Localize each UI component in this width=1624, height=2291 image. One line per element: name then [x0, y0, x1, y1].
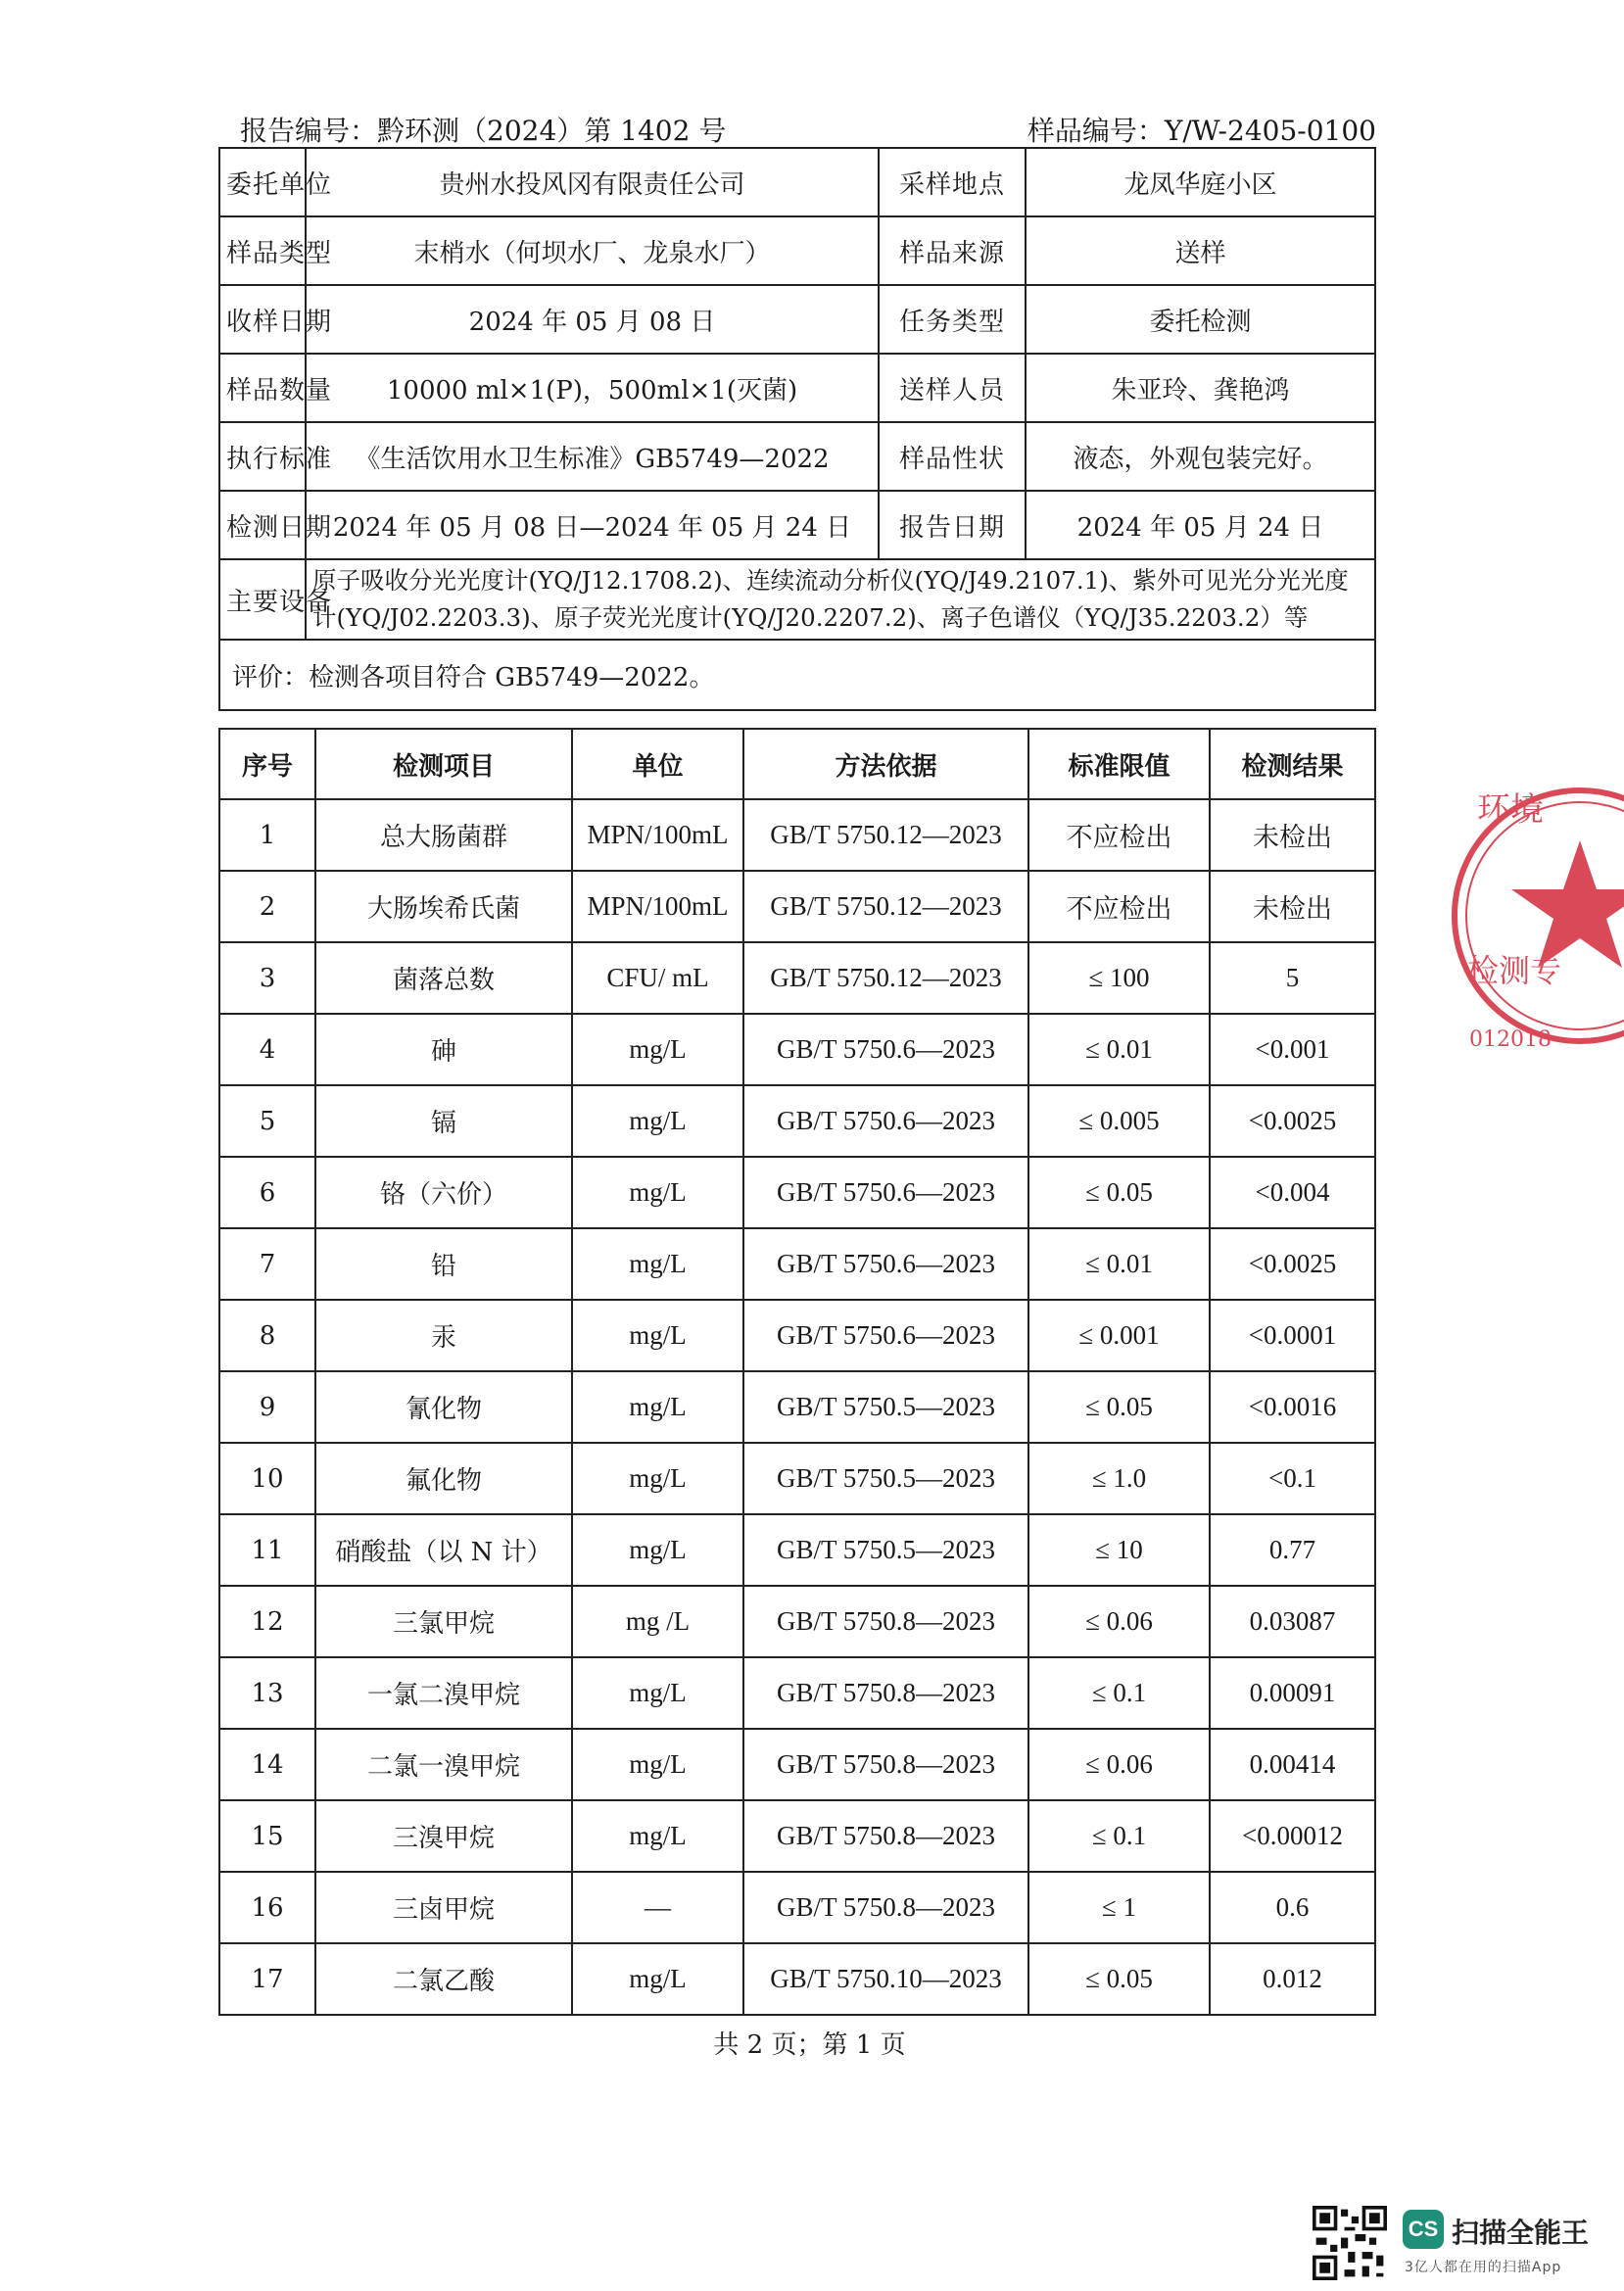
limit-cell: ≤ 10 [1028, 1514, 1210, 1586]
table-header-row [219, 729, 1375, 799]
method-cell: GB/T 5750.12—2023 [743, 799, 1028, 871]
sample-number: 样品编号：Y/W-2405-0100 [1027, 115, 1376, 147]
info-row [219, 285, 1375, 354]
receive-date-label: 收样日期 [219, 285, 306, 354]
sample-type-label: 样品类型 [219, 216, 306, 285]
sampling-site-label: 采样地点 [879, 148, 1026, 216]
report-number: 报告编号：黔环测（2024）第 1402 号 [240, 115, 727, 147]
result-cell: <0.00012 [1210, 1800, 1375, 1872]
table-row [219, 1228, 1375, 1300]
row-number: 2 [219, 871, 315, 942]
test-item: 一氯二溴甲烷 [315, 1657, 572, 1729]
info-row [219, 148, 1375, 216]
test-item: 氰化物 [315, 1371, 572, 1443]
info-row [219, 354, 1375, 422]
sender-label: 送样人员 [879, 354, 1026, 422]
test-item: 铅 [315, 1228, 572, 1300]
row-number: 8 [219, 1300, 315, 1371]
table-row [219, 1514, 1375, 1586]
row-number: 13 [219, 1657, 315, 1729]
table-body [219, 799, 1375, 2015]
seal-text-top: 环境 [1477, 790, 1544, 830]
result-cell: 0.00091 [1210, 1657, 1375, 1729]
test-item: 汞 [315, 1300, 572, 1371]
method-cell: GB/T 5750.5—2023 [743, 1514, 1028, 1586]
result-cell: <0.004 [1210, 1157, 1375, 1228]
test-item: 大肠埃希氏菌 [315, 871, 572, 942]
sample-info-table [218, 147, 1376, 711]
seal-graphic [1409, 764, 1624, 1068]
limit-cell: ≤ 0.06 [1028, 1729, 1210, 1800]
sample-source-value: 送样 [1026, 216, 1375, 285]
unit-cell: — [572, 1872, 743, 1943]
limit-cell: ≤ 0.01 [1028, 1228, 1210, 1300]
row-number: 6 [219, 1157, 315, 1228]
info-row [219, 216, 1375, 285]
sender-value: 朱亚玲、龚艳鸿 [1026, 354, 1375, 422]
limit-cell: 不应检出 [1028, 871, 1210, 942]
limit-cell: 不应检出 [1028, 799, 1210, 871]
table-row [219, 871, 1375, 942]
unit-cell: mg/L [572, 1085, 743, 1157]
method-cell: GB/T 5750.8—2023 [743, 1586, 1028, 1657]
row-number: 11 [219, 1514, 315, 1586]
column-header-unit: 单位 [572, 729, 743, 799]
method-cell: GB/T 5750.5—2023 [743, 1371, 1028, 1443]
limit-cell: ≤ 0.05 [1028, 1943, 1210, 2015]
row-number: 9 [219, 1371, 315, 1443]
client-label: 委托单位 [219, 148, 306, 216]
row-number: 7 [219, 1228, 315, 1300]
method-cell: GB/T 5750.6—2023 [743, 1228, 1028, 1300]
limit-cell: ≤ 0.01 [1028, 1014, 1210, 1085]
table-row [219, 1371, 1375, 1443]
table-row [219, 1872, 1375, 1943]
result-cell: 未检出 [1210, 799, 1375, 871]
unit-cell: mg/L [572, 1300, 743, 1371]
test-item: 硝酸盐（以 N 计） [315, 1514, 572, 1586]
limit-cell: ≤ 0.005 [1028, 1085, 1210, 1157]
info-row [219, 422, 1375, 491]
equipment-value: 原子吸收分光光度计(YQ/J12.1708.2)、连续流动分析仪(YQ/J49.2107.1)、紫外可见光分光光度计(YQ/J02.2203.3)、原子荧光光度计(YQ/J20.2207.2)、离子色谱仪（YQ/J35.2203.2）等 [306, 559, 1375, 640]
unit-cell: mg/L [572, 1943, 743, 2015]
unit-cell: mg /L [572, 1586, 743, 1657]
limit-cell: ≤ 0.05 [1028, 1371, 1210, 1443]
unit-cell: mg/L [572, 1371, 743, 1443]
test-results-table [218, 728, 1376, 2016]
column-header-limit: 标准限值 [1028, 729, 1210, 799]
report-date-value: 2024 年 05 月 24 日 [1026, 491, 1375, 559]
column-header-no: 序号 [219, 729, 315, 799]
unit-cell: mg/L [572, 1800, 743, 1872]
test-item: 三溴甲烷 [315, 1800, 572, 1872]
sample-state-label: 样品性状 [879, 422, 1026, 491]
table-row [219, 1157, 1375, 1228]
method-cell: GB/T 5750.12—2023 [743, 871, 1028, 942]
method-cell: GB/T 5750.6—2023 [743, 1300, 1028, 1371]
test-date-label: 检测日期 [219, 491, 306, 559]
result-cell: 0.03087 [1210, 1586, 1375, 1657]
result-cell: 未检出 [1210, 871, 1375, 942]
quantity-value: 10000 ml×1(P)，500ml×1(灭菌) [306, 354, 879, 422]
row-number: 12 [219, 1586, 315, 1657]
method-cell: GB/T 5750.6—2023 [743, 1014, 1028, 1085]
seal-code: 012018 [1469, 1027, 1552, 1052]
result-cell: <0.0016 [1210, 1371, 1375, 1443]
unit-cell: mg/L [572, 1729, 743, 1800]
test-item: 二氯一溴甲烷 [315, 1729, 572, 1800]
test-item: 菌落总数 [315, 942, 572, 1014]
sample-state-value: 液态，外观包装完好。 [1026, 422, 1375, 491]
result-cell: 0.77 [1210, 1514, 1375, 1586]
unit-cell: MPN/100mL [572, 799, 743, 871]
row-number: 10 [219, 1443, 315, 1514]
result-cell: <0.1 [1210, 1443, 1375, 1514]
row-number: 1 [219, 799, 315, 871]
result-cell: 5 [1210, 942, 1375, 1014]
limit-cell: ≤ 0.1 [1028, 1657, 1210, 1729]
unit-cell: MPN/100mL [572, 871, 743, 942]
table-row [219, 1014, 1375, 1085]
test-item: 三氯甲烷 [315, 1586, 572, 1657]
seal-text-mid: 检测专 [1467, 952, 1562, 989]
table-row [219, 1586, 1375, 1657]
limit-cell: ≤ 0.1 [1028, 1800, 1210, 1872]
method-cell: GB/T 5750.8—2023 [743, 1657, 1028, 1729]
result-cell: 0.00414 [1210, 1729, 1375, 1800]
quantity-label: 样品数量 [219, 354, 306, 422]
method-cell: GB/T 5750.6—2023 [743, 1157, 1028, 1228]
limit-cell: ≤ 1.0 [1028, 1443, 1210, 1514]
limit-cell: ≤ 0.001 [1028, 1300, 1210, 1371]
row-number: 3 [219, 942, 315, 1014]
camscanner-app-name: 扫描全能王 [1452, 2217, 1590, 2249]
unit-cell: mg/L [572, 1228, 743, 1300]
unit-cell: mg/L [572, 1157, 743, 1228]
table-row [219, 1085, 1375, 1157]
row-number: 4 [219, 1014, 315, 1085]
evaluation-text: 评价：检测各项目符合 GB5749—2022。 [219, 640, 1375, 710]
table-row [219, 799, 1375, 871]
report-date-label: 报告日期 [879, 491, 1026, 559]
result-cell: <0.0025 [1210, 1085, 1375, 1157]
test-item: 砷 [315, 1014, 572, 1085]
table-row [219, 1657, 1375, 1729]
method-cell: GB/T 5750.8—2023 [743, 1729, 1028, 1800]
limit-cell: ≤ 100 [1028, 942, 1210, 1014]
column-header-method: 方法依据 [743, 729, 1028, 799]
table-row [219, 1800, 1375, 1872]
table-row [219, 1443, 1375, 1514]
info-row [219, 491, 1375, 559]
row-number: 17 [219, 1943, 315, 2015]
task-type-value: 委托检测 [1026, 285, 1375, 354]
test-item: 二氯乙酸 [315, 1943, 572, 2015]
method-cell: GB/T 5750.5—2023 [743, 1443, 1028, 1514]
table-row [219, 1943, 1375, 2015]
limit-cell: ≤ 1 [1028, 1872, 1210, 1943]
unit-cell: mg/L [572, 1443, 743, 1514]
info-row [219, 559, 1375, 640]
test-item: 氟化物 [315, 1443, 572, 1514]
receive-date-value: 2024 年 05 月 08 日 [306, 285, 879, 354]
result-cell: 0.012 [1210, 1943, 1375, 2015]
qr-code-icon [1313, 2206, 1387, 2280]
equipment-label: 主要设备 [219, 559, 306, 640]
column-header-result: 检测结果 [1210, 729, 1375, 799]
standard-value: 《生活饮用水卫生标准》GB5749—2022 [306, 422, 879, 491]
info-row [219, 640, 1375, 710]
test-item: 镉 [315, 1085, 572, 1157]
page-header [240, 110, 1376, 147]
result-cell: <0.0025 [1210, 1228, 1375, 1300]
test-item: 三卤甲烷 [315, 1872, 572, 1943]
table-row [219, 942, 1375, 1014]
unit-cell: mg/L [572, 1657, 743, 1729]
column-header-item: 检测项目 [315, 729, 572, 799]
limit-cell: ≤ 0.05 [1028, 1157, 1210, 1228]
row-number: 5 [219, 1085, 315, 1157]
task-type-label: 任务类型 [879, 285, 1026, 354]
sampling-site-value: 龙凤华庭小区 [1026, 148, 1375, 216]
camscanner-slogan: 3亿人都在用的扫描App [1405, 2260, 1562, 2275]
test-item: 总大肠菌群 [315, 799, 572, 871]
client-value: 贵州水投风冈有限责任公司 [306, 148, 879, 216]
unit-cell: mg/L [572, 1514, 743, 1586]
method-cell: GB/T 5750.8—2023 [743, 1872, 1028, 1943]
table-row [219, 1729, 1375, 1800]
page-footer: 共 2 页；第 1 页 [713, 2030, 906, 2060]
sample-source-label: 样品来源 [879, 216, 1026, 285]
row-number: 14 [219, 1729, 315, 1800]
limit-cell: ≤ 0.06 [1028, 1586, 1210, 1657]
standard-label: 执行标准 [219, 422, 306, 491]
official-seal [1409, 764, 1624, 1068]
row-number: 16 [219, 1872, 315, 1943]
unit-cell: CFU/ mL [572, 942, 743, 1014]
result-cell: 0.6 [1210, 1872, 1375, 1943]
result-cell: <0.0001 [1210, 1300, 1375, 1371]
table-row [219, 1300, 1375, 1371]
camscanner-watermark [1313, 2206, 1606, 2284]
row-number: 15 [219, 1800, 315, 1872]
method-cell: GB/T 5750.8—2023 [743, 1800, 1028, 1872]
test-item: 铬（六价） [315, 1157, 572, 1228]
test-date-value: 2024 年 05 月 08 日—2024 年 05 月 24 日 [306, 491, 879, 559]
method-cell: GB/T 5750.10—2023 [743, 1943, 1028, 2015]
method-cell: GB/T 5750.6—2023 [743, 1085, 1028, 1157]
unit-cell: mg/L [572, 1014, 743, 1085]
camscanner-logo-icon: CS [1403, 2210, 1444, 2249]
sample-type-value: 末梢水（何坝水厂、龙泉水厂） [306, 216, 879, 285]
method-cell: GB/T 5750.12—2023 [743, 942, 1028, 1014]
result-cell: <0.001 [1210, 1014, 1375, 1085]
